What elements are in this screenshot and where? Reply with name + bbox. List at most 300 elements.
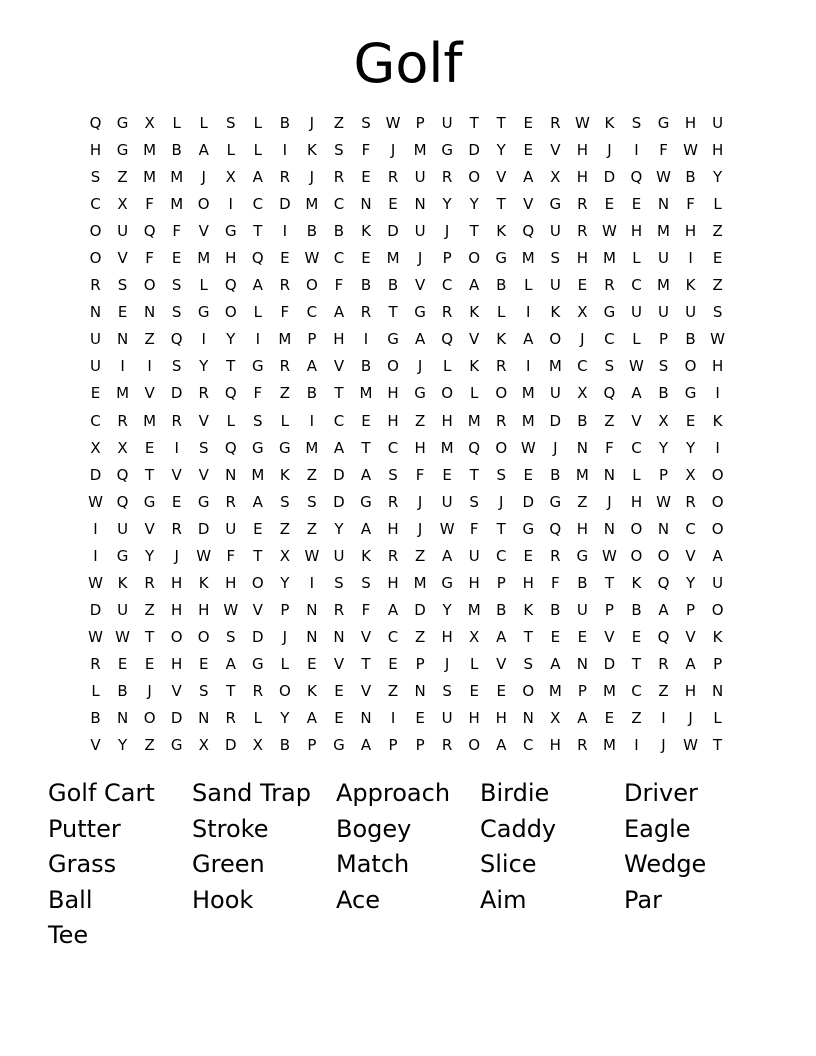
grid-letter: R [333,168,345,187]
word-list [48,776,768,954]
word-list-item: Driver [624,779,698,807]
grid-letter: E [361,411,371,430]
grid-row [82,380,731,407]
grid-letter: W [88,573,103,592]
grid-letter: T [361,654,371,673]
grid-row [82,110,731,137]
grid-letter: I [688,249,693,268]
grid-letter: T [226,357,236,376]
grid-row [82,218,731,245]
grid-letter: O [711,519,724,538]
grid-letter: S [198,438,209,457]
grid-letter: N [603,465,616,484]
grid-letter: M [413,141,427,160]
grid-letter: U [117,519,129,538]
grid-letter: A [225,654,236,673]
grid-letter: O [170,627,183,646]
grid-letter: N [576,654,588,673]
grid-letter: U [441,114,453,132]
grid-letter: G [657,114,670,132]
grid-letter: K [496,222,507,241]
grid-letter: S [198,681,209,700]
grid-letter: S [523,654,534,673]
grid-letter: D [252,627,264,646]
grid-letter: M [657,222,670,241]
word-list-item: Eagle [624,814,691,843]
word-list-item: Bogey [336,814,412,843]
grid-letter: O [468,736,481,755]
grid-letter: V [496,654,507,673]
grid-letter: M [143,168,157,187]
grid-letter: L [470,384,479,403]
grid-letter: U [685,303,697,322]
grid-letter: B [306,384,318,403]
grid-letter: Z [414,546,426,565]
grid-letter: W [115,627,130,646]
grid-letter: A [333,438,345,457]
grid-letter: I [282,222,288,241]
grid-letter: A [414,330,426,349]
grid-letter: C [90,195,101,214]
grid-letter: M [305,438,319,457]
grid-letter: X [252,736,263,755]
grid-letter: H [441,627,453,646]
grid-letter: T [496,519,506,538]
grid-letter: L [199,276,208,295]
grid-letter: Y [334,519,344,538]
grid-letter: Y [658,438,669,457]
grid-letter: H [198,600,210,619]
grid-letter: U [90,330,102,349]
grid-letter: P [415,736,425,755]
grid-letter: L [226,411,235,430]
grid-letter: K [685,276,696,295]
grid-letter: Z [306,465,318,484]
grid-letter: A [333,303,345,322]
grid-letter: J [282,627,288,646]
grid-letter: B [171,141,182,160]
grid-letter: Z [658,681,669,700]
grid-letter: G [495,249,508,268]
grid-row [82,137,731,164]
grid-letter: D [89,600,102,619]
grid-letter: R [360,303,372,322]
grid-letter: I [120,357,125,376]
grid-letter: D [333,465,345,484]
grid-letter: E [685,411,696,430]
grid-letter: Z [712,276,723,295]
grid-letter: B [90,709,101,728]
grid-letter: V [604,627,615,646]
grid-letter: R [171,411,182,430]
grid-letter: O [711,600,724,619]
grid-letter: G [251,438,264,457]
grid-letter: P [280,600,290,619]
word-list-item: Wedge [624,850,707,879]
grid-letter: E [171,249,182,268]
grid-letter: O [89,222,102,241]
grid-letter: I [147,357,152,376]
word-list-item: Putter [48,814,121,843]
grid-letter: H [711,141,724,160]
grid-letter: L [253,303,262,322]
grid-letter: S [442,681,452,700]
grid-letter: E [523,141,534,160]
grid-letter: P [496,573,506,592]
word-list-item: Golf Cart [48,779,155,807]
grid-letter: M [440,438,454,457]
grid-letter: D [170,384,183,403]
grid-letter: U [117,222,129,241]
grid-letter: I [715,438,720,457]
grid-letter: G [116,141,129,160]
grid-letter: G [170,736,183,755]
grid-letter: T [469,114,479,132]
grid-letter: C [685,519,696,538]
grid-letter: T [496,114,506,132]
grid-letter: R [333,600,345,619]
word-list-item: Match [336,850,410,879]
grid-letter: J [607,492,612,511]
grid-letter: T [713,736,723,755]
grid-letter: F [253,384,263,403]
grid-letter: J [661,736,666,755]
grid-letter: H [630,492,643,511]
grid-letter: U [414,222,426,241]
grid-letter: R [577,222,588,241]
grid-letter: O [549,330,562,349]
grid-letter: P [577,681,587,700]
grid-letter: C [441,276,453,295]
grid-letter: B [577,411,588,430]
grid-letter: E [712,249,723,268]
grid-letter: H [576,519,588,538]
grid-letter: Q [657,573,670,592]
grid-letter: C [90,411,101,430]
grid-letter: O [441,384,454,403]
grid-letter: E [469,681,479,700]
grid-letter: R [387,492,399,511]
grid-letter: A [577,709,588,728]
grid-letter: X [550,709,561,728]
grid-letter: R [550,546,561,565]
grid-letter: Y [280,573,290,592]
grid-letter: N [711,681,724,700]
grid-letter: H [414,438,426,457]
grid-letter: E [171,492,182,511]
grid-letter: E [415,709,425,728]
grid-letter: A [360,465,372,484]
grid-letter: S [550,249,561,268]
grid-letter: H [387,411,399,430]
word-list-item: Slice [480,850,537,879]
grid-letter: X [279,546,290,565]
grid-letter: T [145,465,155,484]
grid-letter: R [279,168,291,187]
grid-letter: B [306,222,318,241]
grid-row [82,597,731,624]
grid-letter: N [116,330,129,349]
grid-letter: N [225,465,237,484]
grid-letter: E [307,654,317,673]
grid-letter: C [333,411,345,430]
grid-letter: H [441,411,453,430]
grid-letter: F [551,573,560,592]
grid-letter: U [630,303,642,322]
grid-letter: S [712,303,723,322]
grid-letter: Z [144,600,155,619]
grid-letter: Z [117,168,128,187]
grid-letter: N [657,195,670,214]
grid-letter: G [251,357,264,376]
grid-letter: W [304,546,320,565]
grid-letter: R [225,709,236,728]
grid-letter: Y [280,709,290,728]
grid-letter: V [469,330,480,349]
grid-letter: W [601,546,617,565]
grid-letter: R [496,411,507,430]
grid-letter: M [521,411,535,430]
grid-letter: R [252,681,264,700]
grid-letter: I [363,330,369,349]
grid-letter: E [117,303,128,322]
grid-letter: O [278,681,291,700]
grid-letter: R [279,357,291,376]
grid-letter: F [659,141,668,160]
grid-letter: W [304,249,320,268]
grid-row [82,272,731,299]
grid-letter: C [252,195,264,214]
grid-letter: L [632,465,641,484]
grid-letter: O [684,357,697,376]
grid-letter: D [170,709,183,728]
grid-letter: L [497,303,506,322]
grid-letter: S [631,114,642,132]
grid-letter: N [657,519,670,538]
grid-letter: W [88,492,103,511]
grid-letter: N [414,681,426,700]
grid-letter: D [279,195,291,214]
grid-letter: B [496,276,507,295]
grid-letter: K [117,573,128,592]
grid-letter: A [523,168,534,187]
grid-letter: V [631,411,642,430]
grid-letter: C [604,330,615,349]
grid-letter: M [467,411,481,430]
grid-letter: Z [306,519,318,538]
grid-letter: K [712,627,723,646]
grid-letter: G [116,546,129,565]
grid-letter: R [387,546,399,565]
grid-letter: N [576,438,588,457]
grid-letter: R [658,654,669,673]
grid-letter: L [470,654,479,673]
grid-letter: H [684,114,697,132]
grid-letter: G [143,492,156,511]
grid-letter: R [685,492,696,511]
grid-letter: H [576,168,588,187]
grid-letter: H [576,141,588,160]
grid-letter: V [550,141,561,160]
grid-letter: N [603,519,616,538]
grid-letter: E [604,195,615,214]
grid-letter: M [521,384,535,403]
grid-letter: N [144,303,156,322]
grid-letter: A [360,736,372,755]
grid-letter: P [442,249,452,268]
grid-letter: R [441,168,453,187]
grid-letter: E [388,654,398,673]
grid-letter: A [658,600,669,619]
grid-letter: M [548,681,562,700]
grid-letter: N [198,709,210,728]
grid-letter: M [548,357,562,376]
grid-letter: C [523,736,534,755]
grid-letter: H [171,600,183,619]
grid-letter: S [361,114,371,132]
grid-letter: K [361,546,371,565]
grid-letter: G [360,492,372,511]
grid-letter: I [715,384,720,403]
grid-letter: Q [657,627,670,646]
grid-letter: K [631,573,642,592]
grid-letter: L [632,330,641,349]
grid-letter: A [387,600,399,619]
word-list-item: Par [624,885,662,914]
grid-letter: T [361,438,371,457]
page-title: Golf [353,32,463,95]
grid-letter: S [171,276,182,295]
grid-letter: D [603,168,616,187]
grid-letter: S [658,357,669,376]
grid-letter: E [577,627,588,646]
grid-letter: A [306,709,318,728]
grid-letter: H [711,357,724,376]
grid-letter: O [251,573,264,592]
grid-letter: U [333,546,345,565]
grid-letter: M [197,249,211,268]
grid-letter: M [359,384,373,403]
grid-letter: M [602,736,616,755]
grid-letter: K [496,330,507,349]
grid-letter: N [89,303,102,322]
grid-letter: K [550,303,561,322]
grid-letter: H [630,222,643,241]
grid-letter: B [279,736,290,755]
grid-letter: P [686,600,696,619]
grid-letter: Q [224,384,237,403]
grid-letter: F [686,195,695,214]
grid-letter: Y [199,357,209,376]
grid-letter: L [280,411,290,430]
grid-letter: O [657,546,670,565]
grid-letter: U [549,384,561,403]
grid-letter: W [601,222,617,241]
grid-letter: N [116,709,129,728]
grid-letter: Q [170,330,183,349]
grid-letter: K [712,411,723,430]
grid-letter: F [145,249,154,268]
word-list-item: Stroke [192,814,269,843]
grid-letter: J [309,168,315,187]
grid-letter: H [89,141,102,160]
grid-letter: X [117,195,128,214]
grid-letter: A [252,168,263,187]
word-list-item: Grass [48,850,117,879]
grid-letter: S [496,465,506,484]
grid-letter: M [657,276,670,295]
grid-letter: I [255,330,261,349]
grid-letter: T [469,222,479,241]
grid-letter: W [656,168,671,187]
grid-letter: J [417,357,423,376]
grid-letter: N [306,600,318,619]
grid-row [82,245,731,272]
grid-row [82,326,731,353]
grid-letter: U [712,573,724,592]
grid-letter: J [444,222,450,241]
grid-letter: H [225,573,237,592]
grid-letter: F [280,303,290,322]
grid-letter: T [253,222,263,241]
grid-letter: Q [251,249,264,268]
grid-letter: Q [441,330,454,349]
grid-letter: O [522,681,535,700]
grid-letter: U [658,249,669,268]
grid-letter: B [117,681,128,700]
grid-letter: Z [577,492,588,511]
grid-letter: H [576,249,588,268]
grid-letter: E [90,384,101,403]
grid-letter: N [333,627,345,646]
grid-letter: W [710,330,726,349]
grid-letter: L [632,249,641,268]
grid-letter: V [252,600,263,619]
grid-letter: J [444,654,450,673]
grid-letter: M [170,168,184,187]
grid-letter: O [495,384,508,403]
grid-letter: A [252,492,263,511]
grid-letter: M [521,249,535,268]
grid-letter: U [90,357,102,376]
grid-letter: T [631,654,642,673]
grid-letter: L [172,114,181,132]
grid-letter: V [685,627,696,646]
grid-letter: J [607,141,612,160]
grid-letter: G [603,303,616,322]
grid-letter: B [658,384,669,403]
grid-letter: A [496,627,507,646]
grid-letter: V [90,736,101,755]
grid-letter: V [198,222,209,241]
grid-letter: P [307,736,317,755]
grid-letter: A [685,654,696,673]
grid-letter: E [631,627,642,646]
grid-letter: P [658,465,669,484]
grid-letter: J [580,330,585,349]
grid-letter: I [93,546,98,565]
grid-letter: W [88,627,103,646]
grid-letter: I [282,141,288,160]
grid-letter: D [522,492,535,511]
grid-letter: S [253,411,263,430]
grid-letter: O [224,303,237,322]
grid-letter: I [309,573,315,592]
grid-letter: M [602,249,616,268]
grid-letter: K [604,114,615,132]
grid-letter: T [496,195,506,214]
grid-letter: O [305,276,318,295]
